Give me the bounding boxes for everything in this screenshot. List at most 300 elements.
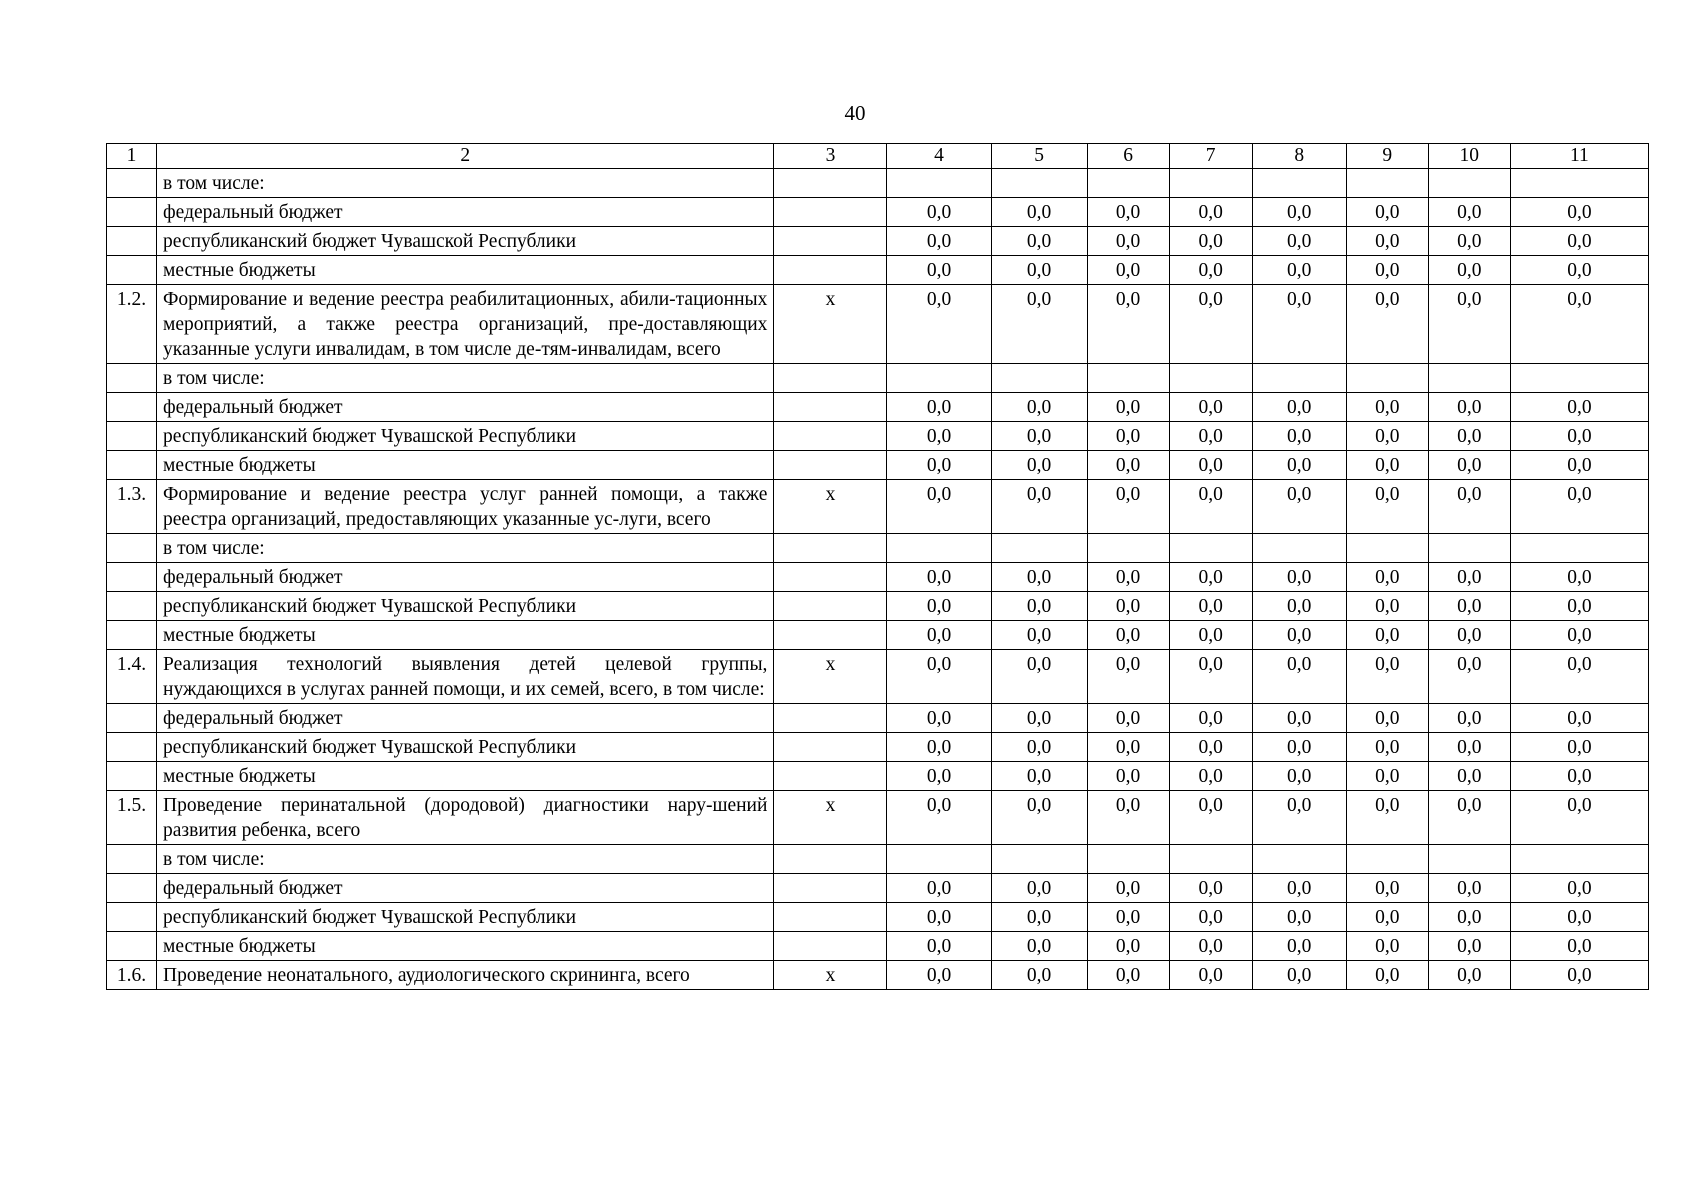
value-cell: 0,0 xyxy=(1252,903,1346,932)
sub-label: местные бюджеты xyxy=(157,932,774,961)
col3-value: х xyxy=(774,650,887,704)
sub-row xyxy=(107,704,1649,733)
value-cell: 0,0 xyxy=(887,422,991,451)
value-cell: 0,0 xyxy=(887,791,991,845)
sub-label: в том числе: xyxy=(157,364,774,393)
sub-label: федеральный бюджет xyxy=(157,874,774,903)
row-index xyxy=(107,733,157,762)
row-index xyxy=(107,451,157,480)
value-cell: 0,0 xyxy=(1428,874,1510,903)
col3-value xyxy=(774,422,887,451)
value-cell: 0,0 xyxy=(1169,422,1252,451)
value-cell: 0,0 xyxy=(887,932,991,961)
value-cell: 0,0 xyxy=(887,903,991,932)
value-cell: 0,0 xyxy=(1169,227,1252,256)
value-cell: 0,0 xyxy=(1087,393,1169,422)
value-cell: 0,0 xyxy=(1252,704,1346,733)
value-cell: 0,0 xyxy=(991,621,1087,650)
value-cell: 0,0 xyxy=(1510,791,1648,845)
col3-value xyxy=(774,932,887,961)
sub-row xyxy=(107,422,1649,451)
value-cell xyxy=(1252,364,1346,393)
col3-value xyxy=(774,451,887,480)
item-row xyxy=(107,285,1649,364)
col3-value xyxy=(774,592,887,621)
row-index: 1.4. xyxy=(107,650,157,704)
col3-value xyxy=(774,874,887,903)
value-cell: 0,0 xyxy=(1252,227,1346,256)
item-row xyxy=(107,961,1649,990)
value-cell: 0,0 xyxy=(1428,480,1510,534)
value-cell: 0,0 xyxy=(1169,704,1252,733)
value-cell xyxy=(887,169,991,198)
value-cell: 0,0 xyxy=(1252,422,1346,451)
value-cell: 0,0 xyxy=(1510,198,1648,227)
value-cell: 0,0 xyxy=(1510,393,1648,422)
sub-row xyxy=(107,621,1649,650)
value-cell xyxy=(991,845,1087,874)
col3-value xyxy=(774,169,887,198)
value-cell: 0,0 xyxy=(1169,198,1252,227)
sub-label: федеральный бюджет xyxy=(157,563,774,592)
value-cell: 0,0 xyxy=(1510,227,1648,256)
value-cell: 0,0 xyxy=(1169,791,1252,845)
value-cell: 0,0 xyxy=(1510,704,1648,733)
value-cell: 0,0 xyxy=(887,198,991,227)
value-cell: 0,0 xyxy=(1510,256,1648,285)
col3-value xyxy=(774,227,887,256)
value-cell: 0,0 xyxy=(887,704,991,733)
sub-row xyxy=(107,451,1649,480)
col3-value xyxy=(774,393,887,422)
header-cell: 3 xyxy=(774,144,887,169)
item-row xyxy=(107,791,1649,845)
value-cell xyxy=(1087,845,1169,874)
value-cell xyxy=(991,169,1087,198)
value-cell: 0,0 xyxy=(1428,563,1510,592)
value-cell xyxy=(1346,169,1428,198)
sub-label: в том числе: xyxy=(157,534,774,563)
value-cell: 0,0 xyxy=(1510,621,1648,650)
value-cell: 0,0 xyxy=(1252,480,1346,534)
sub-label: федеральный бюджет xyxy=(157,198,774,227)
value-cell xyxy=(1428,534,1510,563)
value-cell: 0,0 xyxy=(1087,451,1169,480)
value-cell: 0,0 xyxy=(887,650,991,704)
sub-row xyxy=(107,903,1649,932)
value-cell: 0,0 xyxy=(1252,285,1346,364)
row-index xyxy=(107,256,157,285)
row-index xyxy=(107,932,157,961)
value-cell: 0,0 xyxy=(1252,874,1346,903)
value-cell: 0,0 xyxy=(1346,621,1428,650)
value-cell: 0,0 xyxy=(991,762,1087,791)
item-description: Проведение неонатального, аудиологического скрининга, всего xyxy=(157,961,774,990)
value-cell: 0,0 xyxy=(1252,256,1346,285)
row-index xyxy=(107,762,157,791)
value-cell: 0,0 xyxy=(991,650,1087,704)
row-index xyxy=(107,845,157,874)
value-cell: 0,0 xyxy=(1346,480,1428,534)
value-cell: 0,0 xyxy=(1346,704,1428,733)
row-index xyxy=(107,198,157,227)
value-cell: 0,0 xyxy=(1169,733,1252,762)
value-cell: 0,0 xyxy=(1169,563,1252,592)
value-cell: 0,0 xyxy=(1346,903,1428,932)
value-cell xyxy=(1252,534,1346,563)
value-cell: 0,0 xyxy=(1510,903,1648,932)
header-cell: 4 xyxy=(887,144,991,169)
value-cell: 0,0 xyxy=(887,256,991,285)
value-cell: 0,0 xyxy=(1346,874,1428,903)
value-cell: 0,0 xyxy=(1428,227,1510,256)
page-number: 40 xyxy=(844,101,866,125)
value-cell: 0,0 xyxy=(1252,198,1346,227)
sub-row xyxy=(107,932,1649,961)
value-cell: 0,0 xyxy=(887,480,991,534)
value-cell: 0,0 xyxy=(1169,256,1252,285)
value-cell: 0,0 xyxy=(991,791,1087,845)
value-cell: 0,0 xyxy=(1428,932,1510,961)
sub-label: федеральный бюджет xyxy=(157,704,774,733)
value-cell: 0,0 xyxy=(1252,762,1346,791)
value-cell: 0,0 xyxy=(1087,422,1169,451)
value-cell: 0,0 xyxy=(1087,650,1169,704)
value-cell: 0,0 xyxy=(1428,422,1510,451)
col3-value xyxy=(774,621,887,650)
value-cell: 0,0 xyxy=(1346,961,1428,990)
sub-row xyxy=(107,874,1649,903)
col3-value xyxy=(774,845,887,874)
value-cell xyxy=(1510,534,1648,563)
col3-value xyxy=(774,364,887,393)
col3-value xyxy=(774,563,887,592)
value-cell: 0,0 xyxy=(1087,903,1169,932)
value-cell: 0,0 xyxy=(1428,285,1510,364)
value-cell: 0,0 xyxy=(1252,451,1346,480)
value-cell: 0,0 xyxy=(1252,650,1346,704)
value-cell: 0,0 xyxy=(991,563,1087,592)
value-cell: 0,0 xyxy=(1252,932,1346,961)
sub-label: местные бюджеты xyxy=(157,762,774,791)
value-cell xyxy=(1346,534,1428,563)
row-index xyxy=(107,903,157,932)
value-cell xyxy=(1087,169,1169,198)
col3-value: х xyxy=(774,961,887,990)
col3-value xyxy=(774,733,887,762)
value-cell: 0,0 xyxy=(1087,256,1169,285)
value-cell: 0,0 xyxy=(1428,704,1510,733)
value-cell: 0,0 xyxy=(1428,961,1510,990)
row-index xyxy=(107,621,157,650)
value-cell: 0,0 xyxy=(887,563,991,592)
value-cell: 0,0 xyxy=(991,198,1087,227)
item-row xyxy=(107,480,1649,534)
value-cell xyxy=(1087,364,1169,393)
value-cell: 0,0 xyxy=(991,733,1087,762)
value-cell: 0,0 xyxy=(1346,285,1428,364)
value-cell: 0,0 xyxy=(1087,874,1169,903)
value-cell: 0,0 xyxy=(1346,256,1428,285)
header-cell: 8 xyxy=(1252,144,1346,169)
col3-value xyxy=(774,198,887,227)
value-cell: 0,0 xyxy=(1252,393,1346,422)
value-cell: 0,0 xyxy=(1346,932,1428,961)
value-cell xyxy=(887,364,991,393)
value-cell: 0,0 xyxy=(991,227,1087,256)
value-cell xyxy=(887,845,991,874)
sub-label: местные бюджеты xyxy=(157,451,774,480)
value-cell: 0,0 xyxy=(991,592,1087,621)
col3-value: х xyxy=(774,285,887,364)
value-cell: 0,0 xyxy=(1087,563,1169,592)
value-cell: 0,0 xyxy=(991,874,1087,903)
sub-row xyxy=(107,393,1649,422)
value-cell: 0,0 xyxy=(1087,733,1169,762)
value-cell: 0,0 xyxy=(1087,480,1169,534)
value-cell: 0,0 xyxy=(1169,762,1252,791)
value-cell: 0,0 xyxy=(1346,393,1428,422)
header-cell: 7 xyxy=(1169,144,1252,169)
value-cell: 0,0 xyxy=(991,961,1087,990)
value-cell: 0,0 xyxy=(887,451,991,480)
value-cell: 0,0 xyxy=(1428,650,1510,704)
row-index xyxy=(107,227,157,256)
value-cell xyxy=(1169,845,1252,874)
value-cell: 0,0 xyxy=(1510,422,1648,451)
value-cell: 0,0 xyxy=(1510,733,1648,762)
sub-label: в том числе: xyxy=(157,169,774,198)
value-cell xyxy=(1428,169,1510,198)
value-cell: 0,0 xyxy=(1428,762,1510,791)
col3-value xyxy=(774,256,887,285)
sub-row xyxy=(107,733,1649,762)
sub-row xyxy=(107,762,1649,791)
sub-label: республиканский бюджет Чувашской Республики xyxy=(157,592,774,621)
value-cell xyxy=(1252,169,1346,198)
value-cell: 0,0 xyxy=(887,285,991,364)
value-cell: 0,0 xyxy=(1087,285,1169,364)
value-cell: 0,0 xyxy=(1087,621,1169,650)
sub-row xyxy=(107,227,1649,256)
value-cell: 0,0 xyxy=(887,733,991,762)
sub-label: республиканский бюджет Чувашской Республики xyxy=(157,422,774,451)
value-cell: 0,0 xyxy=(1169,285,1252,364)
value-cell xyxy=(1428,364,1510,393)
value-cell: 0,0 xyxy=(1428,393,1510,422)
row-index xyxy=(107,592,157,621)
col3-value: х xyxy=(774,791,887,845)
value-cell: 0,0 xyxy=(1510,650,1648,704)
value-cell: 0,0 xyxy=(991,480,1087,534)
item-description: Реализация технологий выявления детей целевой группы, нуждающихся в услугах ранней помощи, и их семей, всего, в том числе: xyxy=(157,650,774,704)
col3-value xyxy=(774,762,887,791)
value-cell: 0,0 xyxy=(1169,393,1252,422)
value-cell: 0,0 xyxy=(1169,903,1252,932)
value-cell: 0,0 xyxy=(1252,563,1346,592)
row-index xyxy=(107,393,157,422)
value-cell: 0,0 xyxy=(1346,762,1428,791)
value-cell: 0,0 xyxy=(1346,227,1428,256)
sub-label: федеральный бюджет xyxy=(157,393,774,422)
value-cell: 0,0 xyxy=(1169,480,1252,534)
header-cell: 6 xyxy=(1087,144,1169,169)
item-row xyxy=(107,650,1649,704)
table-body xyxy=(107,144,1649,990)
value-cell: 0,0 xyxy=(1510,961,1648,990)
value-cell: 0,0 xyxy=(1510,285,1648,364)
sub-row xyxy=(107,169,1649,198)
col3-value xyxy=(774,534,887,563)
header-cell: 10 xyxy=(1428,144,1510,169)
value-cell xyxy=(1428,845,1510,874)
value-cell: 0,0 xyxy=(1169,932,1252,961)
value-cell xyxy=(887,534,991,563)
value-cell: 0,0 xyxy=(1169,451,1252,480)
value-cell: 0,0 xyxy=(1428,903,1510,932)
value-cell: 0,0 xyxy=(887,227,991,256)
header-cell: 1 xyxy=(107,144,157,169)
value-cell: 0,0 xyxy=(1428,791,1510,845)
row-index xyxy=(107,169,157,198)
header-cell: 5 xyxy=(991,144,1087,169)
value-cell: 0,0 xyxy=(1346,733,1428,762)
value-cell: 0,0 xyxy=(991,704,1087,733)
header-cell: 9 xyxy=(1346,144,1428,169)
value-cell: 0,0 xyxy=(1510,762,1648,791)
value-cell: 0,0 xyxy=(1510,451,1648,480)
value-cell xyxy=(1510,169,1648,198)
value-cell: 0,0 xyxy=(991,422,1087,451)
value-cell: 0,0 xyxy=(1087,704,1169,733)
value-cell xyxy=(1252,845,1346,874)
value-cell: 0,0 xyxy=(1252,621,1346,650)
value-cell: 0,0 xyxy=(991,285,1087,364)
row-index: 1.2. xyxy=(107,285,157,364)
sub-label: в том числе: xyxy=(157,845,774,874)
value-cell xyxy=(1346,845,1428,874)
value-cell: 0,0 xyxy=(1510,592,1648,621)
row-index xyxy=(107,534,157,563)
value-cell: 0,0 xyxy=(1510,874,1648,903)
value-cell: 0,0 xyxy=(1346,650,1428,704)
value-cell: 0,0 xyxy=(887,874,991,903)
value-cell: 0,0 xyxy=(1428,451,1510,480)
value-cell: 0,0 xyxy=(991,256,1087,285)
value-cell: 0,0 xyxy=(887,762,991,791)
value-cell: 0,0 xyxy=(1252,961,1346,990)
value-cell: 0,0 xyxy=(1087,227,1169,256)
value-cell: 0,0 xyxy=(1428,733,1510,762)
value-cell: 0,0 xyxy=(1346,422,1428,451)
col3-value xyxy=(774,704,887,733)
value-cell: 0,0 xyxy=(1346,791,1428,845)
item-description: Формирование и ведение реестра услуг ранней помощи, а также реестра организаций, предоставляющих указанные ус-луги, всего xyxy=(157,480,774,534)
header-row xyxy=(107,144,1649,169)
value-cell xyxy=(1346,364,1428,393)
value-cell: 0,0 xyxy=(1428,592,1510,621)
value-cell: 0,0 xyxy=(1346,451,1428,480)
value-cell xyxy=(1169,169,1252,198)
row-index: 1.3. xyxy=(107,480,157,534)
value-cell: 0,0 xyxy=(887,961,991,990)
value-cell: 0,0 xyxy=(1169,621,1252,650)
sub-label: местные бюджеты xyxy=(157,256,774,285)
value-cell: 0,0 xyxy=(1169,650,1252,704)
value-cell: 0,0 xyxy=(1346,592,1428,621)
value-cell: 0,0 xyxy=(1510,563,1648,592)
value-cell xyxy=(1510,364,1648,393)
value-cell: 0,0 xyxy=(1087,592,1169,621)
row-index xyxy=(107,422,157,451)
value-cell: 0,0 xyxy=(991,393,1087,422)
value-cell: 0,0 xyxy=(991,932,1087,961)
item-description: Формирование и ведение реестра реабилитационных, абили-тационных мероприятий, а также реестра организаций, пре-доставляющих указанные услуги инвалидам, в том числе де-тям-инвалидам, всего xyxy=(157,285,774,364)
value-cell xyxy=(1169,534,1252,563)
value-cell: 0,0 xyxy=(991,903,1087,932)
value-cell: 0,0 xyxy=(1169,874,1252,903)
value-cell: 0,0 xyxy=(991,451,1087,480)
col3-value: х xyxy=(774,480,887,534)
value-cell xyxy=(1510,845,1648,874)
sub-label: местные бюджеты xyxy=(157,621,774,650)
row-index xyxy=(107,704,157,733)
item-description: Проведение перинатальной (дородовой) диагностики нару-шений развития ребенка, всего xyxy=(157,791,774,845)
sub-row xyxy=(107,592,1649,621)
value-cell: 0,0 xyxy=(1252,791,1346,845)
value-cell: 0,0 xyxy=(1428,198,1510,227)
value-cell: 0,0 xyxy=(1252,592,1346,621)
value-cell: 0,0 xyxy=(1510,932,1648,961)
value-cell xyxy=(991,364,1087,393)
col3-value xyxy=(774,903,887,932)
value-cell: 0,0 xyxy=(1428,256,1510,285)
row-index: 1.6. xyxy=(107,961,157,990)
sub-row xyxy=(107,534,1649,563)
budget-table xyxy=(106,143,1649,990)
value-cell: 0,0 xyxy=(1346,198,1428,227)
header-cell: 2 xyxy=(157,144,774,169)
row-index xyxy=(107,874,157,903)
value-cell: 0,0 xyxy=(1087,791,1169,845)
value-cell: 0,0 xyxy=(887,592,991,621)
value-cell xyxy=(1087,534,1169,563)
value-cell: 0,0 xyxy=(1169,592,1252,621)
value-cell: 0,0 xyxy=(1087,762,1169,791)
sub-row xyxy=(107,563,1649,592)
sub-row xyxy=(107,364,1649,393)
value-cell: 0,0 xyxy=(1169,961,1252,990)
value-cell: 0,0 xyxy=(1346,563,1428,592)
row-index xyxy=(107,563,157,592)
value-cell: 0,0 xyxy=(887,621,991,650)
value-cell: 0,0 xyxy=(1087,198,1169,227)
sub-label: республиканский бюджет Чувашской Республики xyxy=(157,903,774,932)
value-cell: 0,0 xyxy=(1087,961,1169,990)
row-index: 1.5. xyxy=(107,791,157,845)
sub-row xyxy=(107,256,1649,285)
value-cell: 0,0 xyxy=(1428,621,1510,650)
header-cell: 11 xyxy=(1510,144,1648,169)
sub-label: республиканский бюджет Чувашской Республики xyxy=(157,733,774,762)
sub-row xyxy=(107,198,1649,227)
value-cell xyxy=(1169,364,1252,393)
value-cell: 0,0 xyxy=(887,393,991,422)
value-cell: 0,0 xyxy=(1252,733,1346,762)
row-index xyxy=(107,364,157,393)
value-cell: 0,0 xyxy=(1510,480,1648,534)
value-cell xyxy=(991,534,1087,563)
